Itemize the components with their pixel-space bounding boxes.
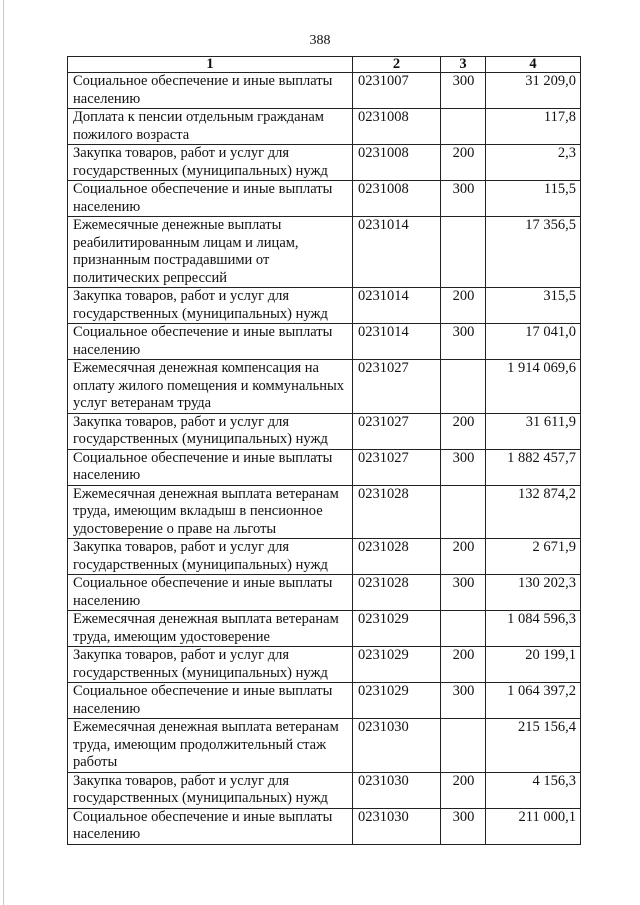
table-row bbox=[68, 360, 581, 414]
row-code-cell: 0231014 bbox=[353, 288, 441, 324]
table-row bbox=[68, 772, 581, 808]
table-row bbox=[68, 575, 581, 611]
table-row bbox=[68, 73, 581, 109]
row-name-cell: Закупка товаров, работ и услуг для государственных (муниципальных) нужд bbox=[68, 647, 353, 683]
row-sum-cell: 2 671,9 bbox=[486, 539, 581, 575]
table-row bbox=[68, 181, 581, 217]
row-sum-cell: 31 209,0 bbox=[486, 73, 581, 109]
row-sum-cell: 4 156,3 bbox=[486, 772, 581, 808]
row-type-cell: 200 bbox=[441, 772, 486, 808]
row-name-cell: Ежемесячная денежная выплата ветеранам труда, имеющим удостоверение bbox=[68, 611, 353, 647]
table-row bbox=[68, 539, 581, 575]
row-sum-cell: 1 914 069,6 bbox=[486, 360, 581, 414]
row-sum-cell: 1 064 397,2 bbox=[486, 683, 581, 719]
table-row bbox=[68, 611, 581, 647]
column-header-4: 4 bbox=[486, 57, 581, 73]
row-type-cell: 200 bbox=[441, 288, 486, 324]
row-sum-cell: 315,5 bbox=[486, 288, 581, 324]
row-type-cell bbox=[441, 360, 486, 414]
row-type-cell: 300 bbox=[441, 575, 486, 611]
row-type-cell: 300 bbox=[441, 73, 486, 109]
row-name-cell: Закупка товаров, работ и услуг для государственных (муниципальных) нужд bbox=[68, 413, 353, 449]
row-type-cell bbox=[441, 719, 486, 773]
row-sum-cell: 17 356,5 bbox=[486, 217, 581, 288]
row-code-cell: 0231030 bbox=[353, 808, 441, 844]
row-sum-cell: 211 000,1 bbox=[486, 808, 581, 844]
row-name-cell: Закупка товаров, работ и услуг для государственных (муниципальных) нужд bbox=[68, 772, 353, 808]
row-sum-cell: 117,8 bbox=[486, 109, 581, 145]
row-code-cell: 0231029 bbox=[353, 683, 441, 719]
row-code-cell: 0231029 bbox=[353, 611, 441, 647]
row-name-cell: Социальное обеспечение и иные выплаты населению bbox=[68, 449, 353, 485]
row-type-cell: 200 bbox=[441, 539, 486, 575]
row-type-cell: 200 bbox=[441, 413, 486, 449]
row-sum-cell: 2,3 bbox=[486, 145, 581, 181]
scan-edge-line bbox=[3, 0, 4, 905]
row-code-cell: 0231008 bbox=[353, 181, 441, 217]
row-name-cell: Социальное обеспечение и иные выплаты населению bbox=[68, 575, 353, 611]
row-code-cell: 0231028 bbox=[353, 539, 441, 575]
row-code-cell: 0231008 bbox=[353, 145, 441, 181]
table-row bbox=[68, 145, 581, 181]
row-type-cell: 300 bbox=[441, 808, 486, 844]
row-name-cell: Закупка товаров, работ и услуг для государственных (муниципальных) нужд bbox=[68, 288, 353, 324]
row-sum-cell: 115,5 bbox=[486, 181, 581, 217]
table-header-row bbox=[68, 57, 581, 73]
row-name-cell: Ежемесячная денежная выплата ветеранам труда, имеющим продолжительный стаж работы bbox=[68, 719, 353, 773]
row-code-cell: 0231007 bbox=[353, 73, 441, 109]
row-code-cell: 0231030 bbox=[353, 719, 441, 773]
row-type-cell: 300 bbox=[441, 181, 486, 217]
row-name-cell: Ежемесячная денежная компенсация на оплату жилого помещения и коммунальных услуг ветеранам труда bbox=[68, 360, 353, 414]
row-name-cell: Социальное обеспечение и иные выплаты населению bbox=[68, 808, 353, 844]
row-code-cell: 0231029 bbox=[353, 647, 441, 683]
table-row bbox=[68, 449, 581, 485]
row-code-cell: 0231027 bbox=[353, 360, 441, 414]
table-row bbox=[68, 288, 581, 324]
table-body bbox=[68, 73, 581, 845]
table-row bbox=[68, 719, 581, 773]
column-header-2: 2 bbox=[353, 57, 441, 73]
row-name-cell: Социальное обеспечение и иные выплаты населению bbox=[68, 324, 353, 360]
row-sum-cell: 215 156,4 bbox=[486, 719, 581, 773]
table-row bbox=[68, 683, 581, 719]
table-row bbox=[68, 485, 581, 539]
row-name-cell: Закупка товаров, работ и услуг для государственных (муниципальных) нужд bbox=[68, 539, 353, 575]
row-name-cell: Социальное обеспечение и иные выплаты населению bbox=[68, 181, 353, 217]
row-sum-cell: 1 084 596,3 bbox=[486, 611, 581, 647]
budget-table bbox=[67, 56, 581, 845]
table-row bbox=[68, 413, 581, 449]
row-code-cell: 0231027 bbox=[353, 413, 441, 449]
row-name-cell: Ежемесячные денежные выплаты реабилитированным лицам и лицам, признанным пострадавшими от политических репрессий bbox=[68, 217, 353, 288]
row-type-cell bbox=[441, 109, 486, 145]
row-name-cell: Доплата к пенсии отдельным гражданам пожилого возраста bbox=[68, 109, 353, 145]
row-type-cell bbox=[441, 611, 486, 647]
table-row bbox=[68, 217, 581, 288]
row-sum-cell: 20 199,1 bbox=[486, 647, 581, 683]
column-header-1: 1 bbox=[68, 57, 353, 73]
row-code-cell: 0231030 bbox=[353, 772, 441, 808]
row-type-cell bbox=[441, 485, 486, 539]
row-name-cell: Социальное обеспечение и иные выплаты населению bbox=[68, 73, 353, 109]
row-name-cell: Закупка товаров, работ и услуг для государственных (муниципальных) нужд bbox=[68, 145, 353, 181]
table-row bbox=[68, 647, 581, 683]
row-code-cell: 0231014 bbox=[353, 324, 441, 360]
page-number: 388 bbox=[309, 33, 331, 48]
row-type-cell: 300 bbox=[441, 324, 486, 360]
row-code-cell: 0231014 bbox=[353, 217, 441, 288]
table-row bbox=[68, 808, 581, 844]
row-name-cell: Ежемесячная денежная выплата ветеранам труда, имеющим вкладыш в пенсионное удостоверение о праве на льготы bbox=[68, 485, 353, 539]
row-type-cell: 300 bbox=[441, 683, 486, 719]
column-header-3: 3 bbox=[441, 57, 486, 73]
row-sum-cell: 132 874,2 bbox=[486, 485, 581, 539]
row-type-cell: 300 bbox=[441, 449, 486, 485]
row-code-cell: 0231028 bbox=[353, 485, 441, 539]
row-sum-cell: 31 611,9 bbox=[486, 413, 581, 449]
row-code-cell: 0231008 bbox=[353, 109, 441, 145]
row-name-cell: Социальное обеспечение и иные выплаты населению bbox=[68, 683, 353, 719]
row-code-cell: 0231027 bbox=[353, 449, 441, 485]
row-type-cell: 200 bbox=[441, 647, 486, 683]
row-code-cell: 0231028 bbox=[353, 575, 441, 611]
row-sum-cell: 130 202,3 bbox=[486, 575, 581, 611]
table-row bbox=[68, 109, 581, 145]
row-sum-cell: 17 041,0 bbox=[486, 324, 581, 360]
table-row bbox=[68, 324, 581, 360]
row-sum-cell: 1 882 457,7 bbox=[486, 449, 581, 485]
row-type-cell bbox=[441, 217, 486, 288]
row-type-cell: 200 bbox=[441, 145, 486, 181]
